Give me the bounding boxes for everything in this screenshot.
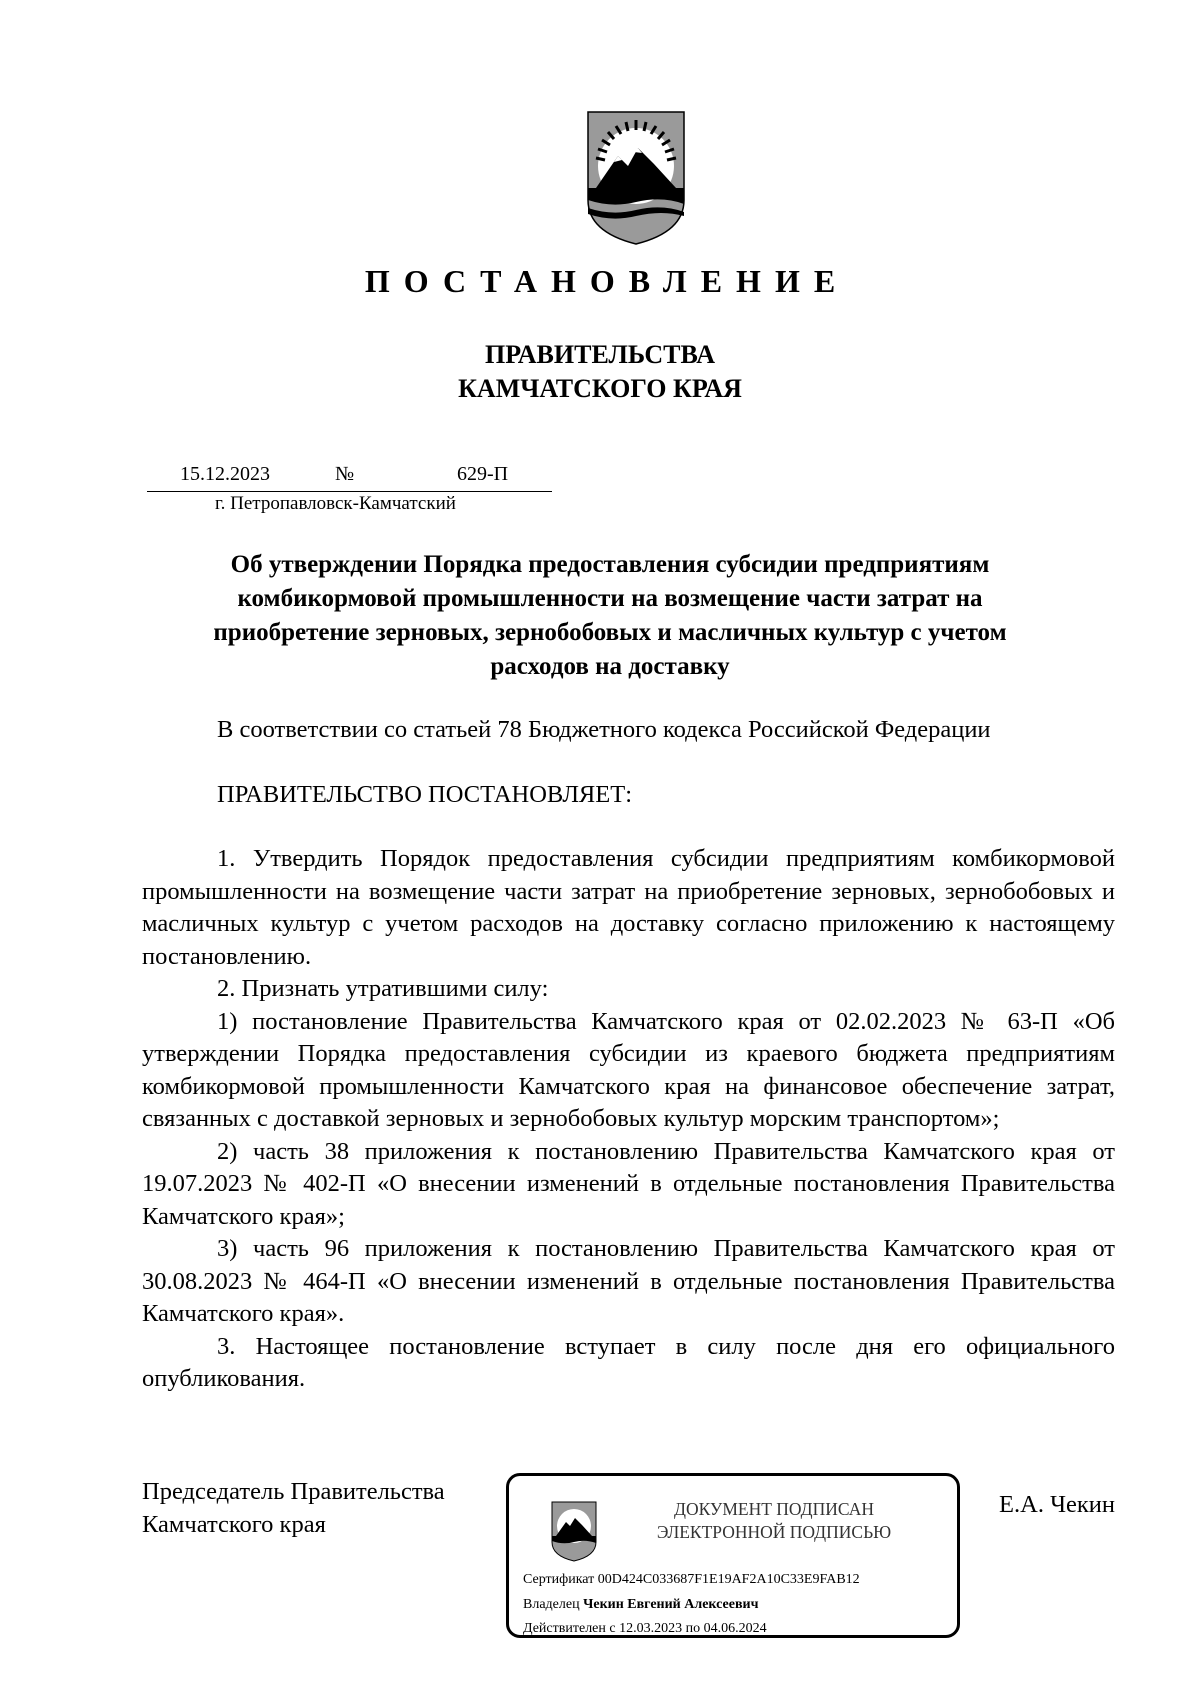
signatory-position (142, 1475, 445, 1541)
valid-to-label: по (685, 1621, 701, 1636)
valid-to: 04.06.2024 (703, 1621, 767, 1636)
city: г. Петропавловск-Камчатский (215, 493, 456, 514)
owner-label: Владелец (523, 1597, 580, 1612)
subject-line-4: расходов на доставку (490, 653, 730, 680)
issuer-line-2: КАМЧАТСКОГО КРАЯ (458, 374, 742, 403)
stamp-certificate (523, 1572, 860, 1588)
item-2-2: 2) часть 38 приложения к постановлению Правительства Камчатского края от 19.07.2023 № 402-П «О внесении изменений в отдельные постановления Правительства Камчатского края»; (142, 1137, 1115, 1230)
electronic-signature-stamp (506, 1473, 960, 1638)
date-number-row (147, 463, 552, 493)
preamble: В соответствии со статьей 78 Бюджетного кодекса Российской Федерации (217, 716, 991, 743)
document-title: ПОСТАНОВЛЕНИЕ (364, 263, 850, 299)
item-2: 2. Признать утратившими силу: (217, 975, 549, 1002)
stamp-heading (609, 1498, 939, 1544)
signatory-name: Е.А. Чекин (999, 1491, 1115, 1518)
item-2-1: 1) постановление Правительства Камчатского края от 02.02.2023 № 63-П «Об утверждении Порядка предоставления субсидии из краевого бюджета предприятиям комбикормовой промышленности Камчатского края на финансовое обеспечение затрат, связанных с доставкой зерновых и зернобобовых культур морским транспортом»; (142, 1007, 1115, 1132)
subject-line-3: приобретение зерновых, зернобобовых и масличных культур с учетом (213, 619, 1007, 646)
valid-label: Действителен с (523, 1621, 616, 1636)
stamp-heading-line-2: ЭЛЕКТРОННОЙ ПОДПИСЬЮ (656, 1522, 892, 1542)
underline (147, 491, 552, 492)
coat-of-arms-icon (582, 108, 690, 246)
coat-of-arms-icon (549, 1500, 599, 1562)
number-label: № (335, 463, 355, 485)
item-2-3: 3) часть 96 приложения к постановлению Правительства Камчатского края от 30.08.2023 № 464-П «О внесении изменений в отдельные постановления Правительства Камчатского края». (142, 1235, 1115, 1327)
document-body (142, 714, 1115, 1396)
certificate-label: Сертификат (523, 1572, 595, 1587)
item-1: 1. Утвердить Порядок предоставления субсидии предприятиям комбикормовой промышленности на возмещение части затрат на приобретение зерновых, зернобобовых и масличных культур с учетом расходов на доставку согласно приложению к настоящему постановлению. (142, 845, 1115, 970)
subject-line-1: Об утверждении Порядка предоставления субсидии предприятиям (230, 551, 990, 578)
resolves-clause: ПРАВИТЕЛЬСТВО ПОСТАНОВЛЯЕТ: (217, 780, 633, 808)
position-line-1: Председатель Правительства (142, 1478, 445, 1505)
document-date: 15.12.2023 (180, 463, 270, 485)
position-line-2: Камчатского края (142, 1511, 326, 1538)
document-number: 629-П (457, 463, 509, 485)
valid-from: 12.03.2023 (619, 1621, 683, 1636)
subject-line-2: комбикормовой промышленности на возмещение части затрат на (237, 585, 983, 612)
issuer-line-1: ПРАВИТЕЛЬСТВА (485, 340, 715, 369)
item-3: 3. Настоящее постановление вступает в силу после дня его официального опубликования. (142, 1332, 1115, 1392)
certificate-value: 00D424C033687F1E19AF2A10C33E9FAB12 (597, 1572, 860, 1587)
stamp-owner (523, 1597, 758, 1613)
stamp-heading-line-1: ДОКУМЕНТ ПОДПИСАН (674, 1499, 874, 1519)
owner-value: Чекин Евгений Алексеевич (583, 1597, 759, 1612)
issuer (0, 338, 1200, 406)
document-subject (140, 548, 1080, 684)
stamp-validity (523, 1621, 767, 1637)
